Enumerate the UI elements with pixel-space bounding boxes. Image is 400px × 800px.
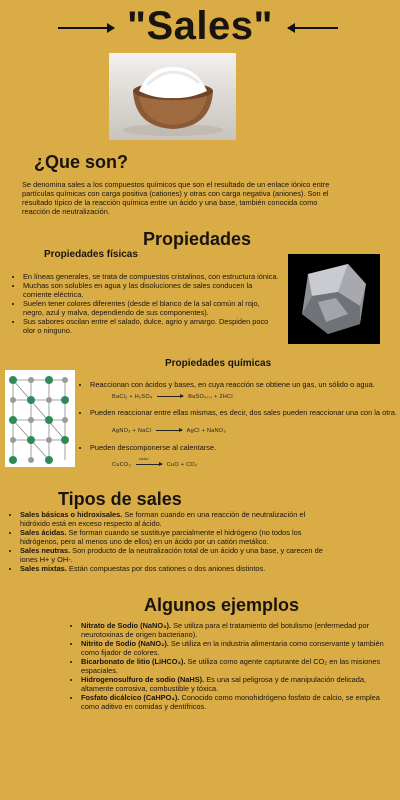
arrow-left-decoration bbox=[288, 27, 338, 29]
tipo-name: Sales ácidas. bbox=[20, 528, 67, 537]
list-item: • Suelen tener colores diferentes (desde el blanco de la sal común al rojo, negro, azul y malva, dependiendo de sus componentes). bbox=[23, 299, 279, 317]
tipo-name: Sales neutras. bbox=[20, 546, 71, 555]
equation-1 bbox=[112, 394, 233, 400]
ejemplo-name: Nitrito de Sodio (NaNO₂). bbox=[81, 639, 169, 648]
salt-crystal-image bbox=[288, 254, 380, 344]
list-item bbox=[20, 564, 326, 573]
ejemplo-text: Se utiliza como agente capturante del CO₂ en las misiones espaciales. bbox=[81, 657, 381, 675]
page-title: "Sales" bbox=[127, 4, 273, 48]
salt-bowl-image bbox=[109, 53, 236, 140]
ejemplos-heading: Algunos ejemplos bbox=[144, 595, 300, 615]
reaction-arrow-icon bbox=[156, 430, 182, 431]
ejemplos-list bbox=[71, 621, 387, 711]
equation-left: CuCO₃ bbox=[112, 462, 132, 468]
tipos-heading: Tipos de sales bbox=[58, 489, 182, 509]
propiedades-quimicas-list-2 bbox=[80, 408, 400, 417]
propiedades-quimicas-list-1 bbox=[80, 380, 400, 389]
heat-label: calor bbox=[139, 456, 150, 461]
list-item bbox=[81, 657, 387, 675]
equation-3 bbox=[112, 462, 197, 468]
list-item bbox=[81, 639, 387, 657]
tipo-text: Están compuestas por dos cationes o dos aniones distintos. bbox=[66, 564, 266, 573]
propiedades-heading: Propiedades bbox=[143, 229, 252, 249]
list-item bbox=[20, 546, 326, 564]
ionic-lattice-image bbox=[5, 370, 75, 467]
ejemplo-name: Nitrato de Sodio (NaNO₃). bbox=[81, 621, 172, 630]
equation-left: BaCl₂ + H₂SO₄ bbox=[112, 394, 153, 400]
list-item bbox=[81, 675, 387, 693]
equation-2 bbox=[112, 428, 226, 434]
propiedades-quimicas-list-3 bbox=[80, 443, 400, 452]
equation-right: AgCl + NaNO₃ bbox=[186, 428, 226, 434]
tipo-name: Sales básicas o hidroxisales. bbox=[20, 510, 123, 519]
propiedades-quimicas-heading: Propiedades químicas bbox=[165, 358, 272, 369]
tipo-text: Son producto de la neutralización total de un ácido y una base, y carecen de iones H+ y OH-. bbox=[20, 546, 323, 564]
ejemplo-name: Hidrogenosulfuro de sodio (NaHS). bbox=[81, 675, 205, 684]
list-item: • Muchas son solubles en agua y las disoluciones de sales conducen la corriente eléctrica. bbox=[23, 281, 279, 299]
propiedades-fisicas-heading: Propiedades físicas bbox=[44, 249, 138, 260]
reaction-arrow-icon bbox=[157, 396, 183, 397]
tipo-name: Sales mixtas. bbox=[20, 564, 67, 573]
list-item: • Pueden descomponerse al calentarse. bbox=[90, 443, 400, 452]
list-item bbox=[81, 693, 387, 711]
equation-right: BaSO₄₍ₛ₎ + 2HCl bbox=[188, 394, 233, 400]
tipo-text: Se forman cuando se sustituye parcialmente el hidrógeno (no todos los hidrógenos, pero al menos uno de ellos) en un ácido por un catión metálico. bbox=[20, 528, 302, 546]
ejemplo-name: Bicarbonato de litio (LiHCO₃). bbox=[81, 657, 186, 666]
tipos-list bbox=[10, 510, 326, 573]
ejemplo-text: Se utiliza para el tratamiento del botulismo (enfermedad por neurotoxinas de origen bacteriano). bbox=[81, 621, 370, 639]
que-son-text: Se denomina sales a los compuestos químicos que son el resultado de un enlace iónico entre partículas químicas con carga positiva (cationes) y otras con carga negativa (aniones). Son el resultado típico de la reacción química entre un ácido y una base, también conocida como reacción de neutralización. bbox=[22, 180, 330, 216]
list-item bbox=[81, 621, 387, 639]
equation-3-condition bbox=[112, 456, 149, 461]
ejemplo-text: Se utiliza en la industria alimentaria como conservante y también como fijador de colores. bbox=[81, 639, 384, 657]
list-item: • En líneas generales, se trata de compuestos cristalinos, con estructura iónica. bbox=[23, 272, 279, 281]
list-item: • Reaccionan con ácidos y bases, en cuya reacción se obtiene un gas, un sólido o agua. bbox=[90, 380, 400, 389]
ejemplo-text: Conocido como monohidrógeno fosfato de calcio, se emplea como aditivo en comidas y dentífricos. bbox=[81, 693, 380, 711]
list-item bbox=[20, 528, 326, 546]
ejemplo-name: Fosfato dicálcico (CaHPO₄). bbox=[81, 693, 180, 702]
list-item bbox=[20, 510, 326, 528]
ejemplo-text: Es una sal peligrosa y de manipulación delicada, altamente corrosiva, combustible y tóxica. bbox=[81, 675, 367, 693]
equation-right: CuO + CO₂ bbox=[166, 462, 198, 468]
tipo-text: Se forman cuando en una reacción de neutralización el hidróxido está en exceso respecto al ácido. bbox=[20, 510, 306, 528]
list-item: • Pueden reaccionar entre ellas mismas, es decir, dos sales pueden reaccionar una con la otra. bbox=[90, 408, 400, 417]
list-item: • Sus sabores oscilan entre el salado, dulce, agrio y amargo. Despiden poco olor o ninguno. bbox=[23, 317, 279, 335]
equation-left: AgNO₃ + NaCl bbox=[112, 428, 152, 434]
propiedades-fisicas-list bbox=[13, 272, 279, 335]
que-son-heading: ¿Que son? bbox=[34, 152, 128, 172]
reaction-arrow-icon bbox=[136, 464, 162, 465]
